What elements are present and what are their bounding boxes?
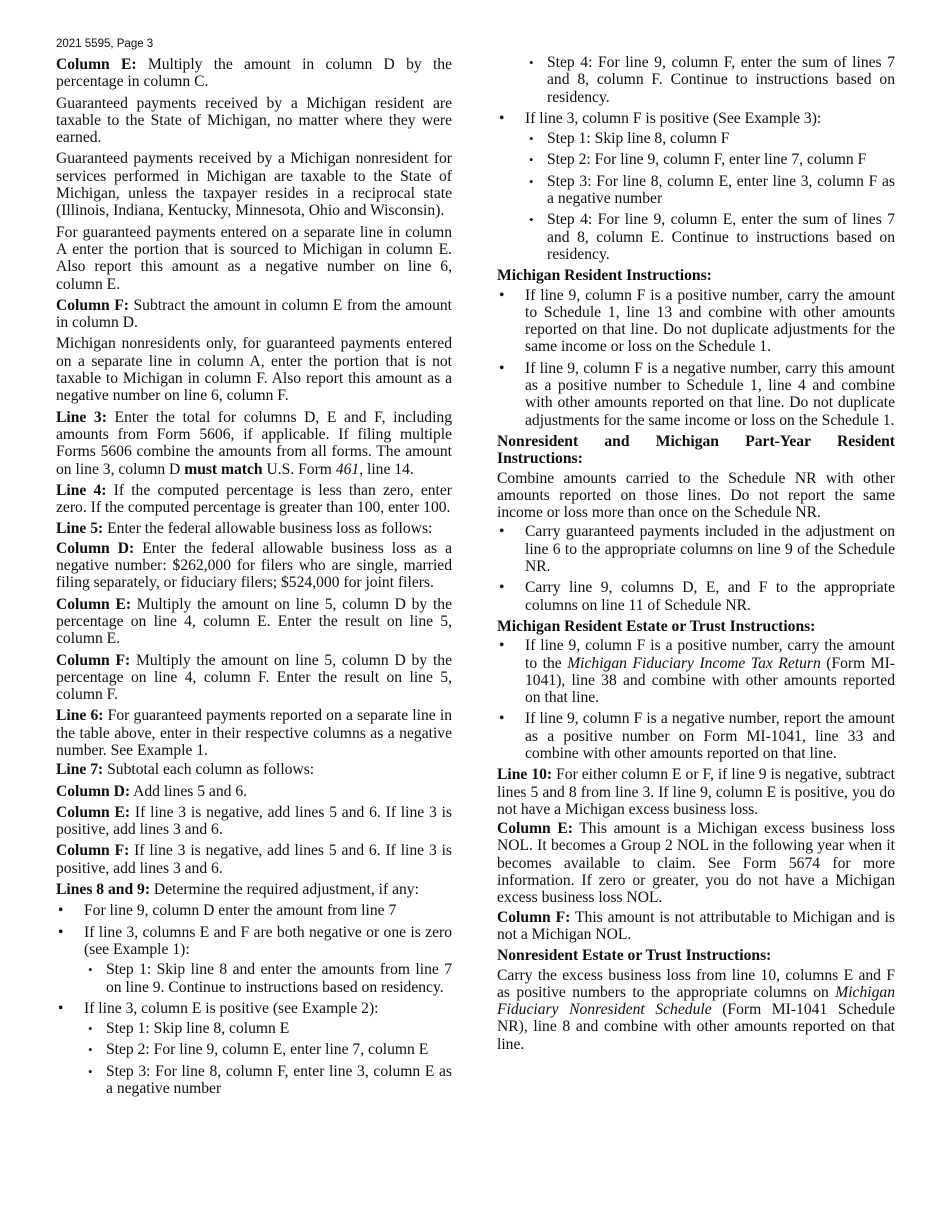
list-item: • If line 9, column F is a negative number, carry this amount as a positive number to Schedule 1, line 4 and combine with other amounts reported on that line. Do not duplicate adjustments for the same income or loss on the Schedule 1.	[497, 360, 895, 429]
nonresident-only-paragraph: Michigan nonresidents only, for guaranteed payments entered on a separate line in column A, enter the portion that is not taxable to Michigan in column F. Also report this amount as a negative number on line 6, column F.	[56, 335, 452, 405]
estate-trust-list	[497, 637, 895, 762]
sub-list-item: • Step 1: Skip line 8 and enter the amounts from line 7 on line 9. Continue to instructions based on residency.	[84, 961, 452, 996]
list-item-text: If line 3, column E is positive (see Example 2):	[84, 999, 379, 1017]
line-7-col-d-label: Column D:	[56, 782, 131, 800]
line-3-text-3: , line 14.	[359, 460, 414, 478]
line-10-col-f-text: This amount is not attributable to Michigan and is not a Michigan NOL.	[497, 908, 896, 943]
sub-list-item: • Step 1: Skip line 8, column E	[84, 1020, 452, 1037]
line-7-col-f-text: If line 3 is negative, add lines 5 and 6. If line 3 is positive, add lines 3 and 6.	[56, 842, 453, 877]
right-column	[497, 54, 895, 1057]
line-5-col-d-label: Column D:	[56, 539, 135, 557]
col-e-text: Multiply the amount in column D by the percentage in column C.	[56, 56, 452, 91]
sub-list	[525, 54, 895, 106]
nonresident-estate-text: Carry the excess business loss from line 10, columns E and F as positive numbers to the appropriate columns on	[497, 966, 895, 1001]
line-7-col-f-label: Column F:	[56, 842, 130, 860]
page-header: 2021 5595, Page 3	[56, 38, 154, 50]
line-6-text: For guaranteed payments reported on a separate line in the table above, enter in their respective columns as a negative number. See Example 1.	[56, 707, 452, 759]
line-7-text: Subtotal each column as follows:	[103, 761, 315, 779]
col-f-paragraph	[56, 297, 452, 332]
line-4-text: If the computed percentage is less than zero, enter zero. If the computed percentage is greater than 100, enter 100.	[56, 481, 453, 517]
nonresident-heading: Nonresident and Michigan Part-Year Resident Instructions:	[497, 432, 895, 468]
sub-list	[84, 961, 452, 996]
line-3-label: Line 3:	[56, 408, 107, 426]
col-f-label: Column F:	[56, 296, 129, 314]
line-10-col-e-label: Column E:	[497, 820, 573, 838]
line-5-col-e-paragraph	[56, 596, 452, 648]
line-10-col-e-paragraph	[497, 820, 895, 906]
line-7-col-e-text: If line 3 is negative, add lines 5 and 6. If line 3 is positive, add lines 3 and 6.	[56, 803, 453, 839]
line-3-text-2: U.S. Form	[262, 460, 336, 478]
list-item: • If line 9, column F is a positive number, carry the amount to Schedule 1, line 13 and combine with other amounts reported on that line. Do not duplicate adjustments for the same income or loss on the Schedule 1.	[497, 287, 895, 356]
line-5-col-f-paragraph	[56, 652, 452, 704]
line-7-col-d-text: Add lines 5 and 6.	[130, 782, 248, 800]
estate-trust-heading: Michigan Resident Estate or Trust Instructions:	[497, 617, 816, 635]
line-10-col-e-text: This amount is a Michigan excess business loss NOL. It becomes a Group 2 NOL in the following year when it becomes available to claim. See Form 5674 for more information. If zero or greater, you do not have a Michigan excess business loss NOL.	[497, 820, 895, 907]
nonresident-estate-paragraph	[497, 967, 895, 1053]
line-3-text: Enter the total for columns D, E and F, including amounts from Form 5606, if applicable. If filing multiple Forms 5606 combine the amounts from all forms. The amount on line 3, column D	[56, 408, 453, 478]
column-f-positive-list	[497, 110, 895, 263]
list-item-text: If line 3, column F is positive (See Example 3):	[525, 109, 822, 127]
sub-list-item: • Step 2: For line 9, column E, enter line 7, column E	[84, 1041, 452, 1058]
line-7-col-d-paragraph	[56, 783, 452, 800]
list-item: • Carry guaranteed payments included in the adjustment on line 6 to the appropriate columns on line 9 of the Schedule NR.	[497, 523, 895, 575]
line-7-col-f-paragraph	[56, 842, 452, 877]
list-item	[56, 924, 452, 996]
form-461: 461	[335, 460, 360, 478]
separate-line-paragraph: For guaranteed payments entered on a separate line in column A enter the portion that is sourced to Michigan in column E. Also report this amount as a negative number on line 6, column E.	[56, 223, 452, 293]
nonresident-schedule-title: Michigan Fiduciary Nonresident Schedule	[497, 983, 895, 1019]
line-6-label: Line 6:	[56, 707, 104, 725]
line-10-col-f-paragraph	[497, 909, 895, 944]
resident-guaranteed-paragraph: Guaranteed payments received by a Michigan resident are taxable to the State of Michigan, no matter where they were earned.	[56, 94, 452, 147]
nonresident-list	[497, 523, 895, 613]
sub-list-item: • Step 4: For line 9, column E, enter the sum of lines 7 and 8, column E. Continue to instructions based on residency.	[525, 211, 895, 263]
michigan-resident-list	[497, 287, 895, 429]
line-7-label: Line 7:	[56, 761, 104, 779]
sub-list	[84, 1020, 452, 1097]
lines-8-9-list	[56, 902, 452, 1097]
line-5-col-d-text: Enter the federal allowable business loss as a negative number: $262,000 for filers who are single, married filing separately, or fiduciary filers; $524,000 for joint filers.	[56, 539, 452, 592]
line-10-col-f-label: Column F:	[497, 908, 571, 926]
col-e-label: Column E:	[56, 56, 137, 73]
sub-list-item: • Step 4: For line 9, column F, enter the sum of lines 7 and 8, column F. Continue to instructions based on residency.	[525, 54, 895, 106]
line-5-label: Line 5:	[56, 520, 104, 538]
line-7-paragraph	[56, 761, 452, 778]
line-5-col-d-paragraph	[56, 540, 452, 592]
col-f-text: Subtract the amount in column E from the amount in column D.	[56, 296, 452, 332]
list-item-text-2: (Form MI-1041), line 38 and combine with other amounts reported on that line.	[525, 654, 895, 707]
line-5-col-f-label: Column F:	[56, 651, 131, 669]
line-7-col-e-paragraph	[56, 804, 452, 839]
nonresident-estate-heading: Nonresident Estate or Trust Instructions:	[497, 947, 772, 965]
michigan-resident-heading: Michigan Resident Instructions:	[497, 267, 712, 285]
line-5-col-f-text: Multiply the amount on line 5, column D by the percentage on line 4, column F. Enter the result on line 5, column F.	[56, 651, 453, 704]
sub-list	[525, 130, 895, 263]
list-item	[497, 110, 895, 263]
line-4-label: Line 4:	[56, 481, 107, 499]
line-5-text: Enter the federal allowable business loss as follows:	[103, 520, 433, 538]
line-10-text: For either column E or F, if line 9 is negative, subtract lines 5 and 8 from line 3. If line 9, column E is positive, you do not have a Michigan excess business loss.	[497, 766, 895, 818]
must-match-emphasis: must match	[184, 460, 263, 478]
fiduciary-return-title: Michigan Fiduciary Income Tax Return	[567, 654, 821, 672]
line-5-col-e-label: Column E:	[56, 595, 132, 613]
list-item: • If line 9, column F is a negative number, report the amount as a positive number on Form MI-1041, line 33 and combine with other amounts reported on that line.	[497, 710, 895, 762]
line-6-paragraph	[56, 707, 452, 759]
list-item	[56, 1000, 452, 1097]
line-3-paragraph	[56, 409, 452, 478]
line-10-paragraph	[497, 766, 895, 818]
nonresident-estate-text-2: (Form MI-1041 Schedule NR), line 8 and combine with other amounts reported on that line.	[497, 1001, 895, 1053]
line-5-col-e-text: Multiply the amount on line 5, column D by the percentage on line 4, column E. Enter the result on line 5, column E.	[56, 595, 453, 648]
list-item	[497, 637, 895, 706]
list-item-text: If line 3, columns E and F are both negative or one is zero (see Example 1):	[84, 923, 452, 958]
lines-8-9-label: Lines 8 and 9:	[56, 881, 151, 899]
line-5-paragraph	[56, 520, 452, 537]
sub-list-item: • Step 1: Skip line 8, column F	[525, 130, 895, 147]
col-e-paragraph	[56, 56, 452, 91]
nonresident-guaranteed-paragraph: Guaranteed payments received by a Michigan nonresident for services performed in Michigan are taxable to the State of Michigan, unless the taxpayer resides in a reciprocal state (Illinois, Indiana, Kentucky, Minnesota, Ohio and Wisconsin).	[56, 150, 452, 220]
list-item: • For line 9, column D enter the amount from line 7	[56, 902, 452, 919]
sub-list-item: • Step 2: For line 9, column F, enter line 7, column F	[525, 151, 895, 168]
line-7-col-e-label: Column E:	[56, 803, 131, 821]
sub-list-item: • Step 3: For line 8, column F, enter line 3, column E as a negative number	[84, 1063, 452, 1098]
left-column	[56, 56, 452, 1101]
line-4-paragraph	[56, 482, 452, 517]
list-item-text: If line 9, column F is a positive number, carry the amount to the	[525, 637, 895, 672]
nonresident-paragraph: Combine amounts carried to the Schedule NR with other amounts reported on those lines. Do not report the same income or loss more than once on the Schedule NR.	[497, 469, 895, 522]
sub-list-item: • Step 3: For line 8, column E, enter line 3, column F as a negative number	[525, 173, 895, 208]
list-item: • Carry line 9, columns D, E, and F to the appropriate columns on line 11 of Schedule NR.	[497, 579, 895, 614]
line-10-label: Line 10:	[497, 766, 553, 784]
lines-8-9-paragraph	[56, 881, 452, 898]
lines-8-9-text: Determine the required adjustment, if any:	[150, 881, 419, 899]
